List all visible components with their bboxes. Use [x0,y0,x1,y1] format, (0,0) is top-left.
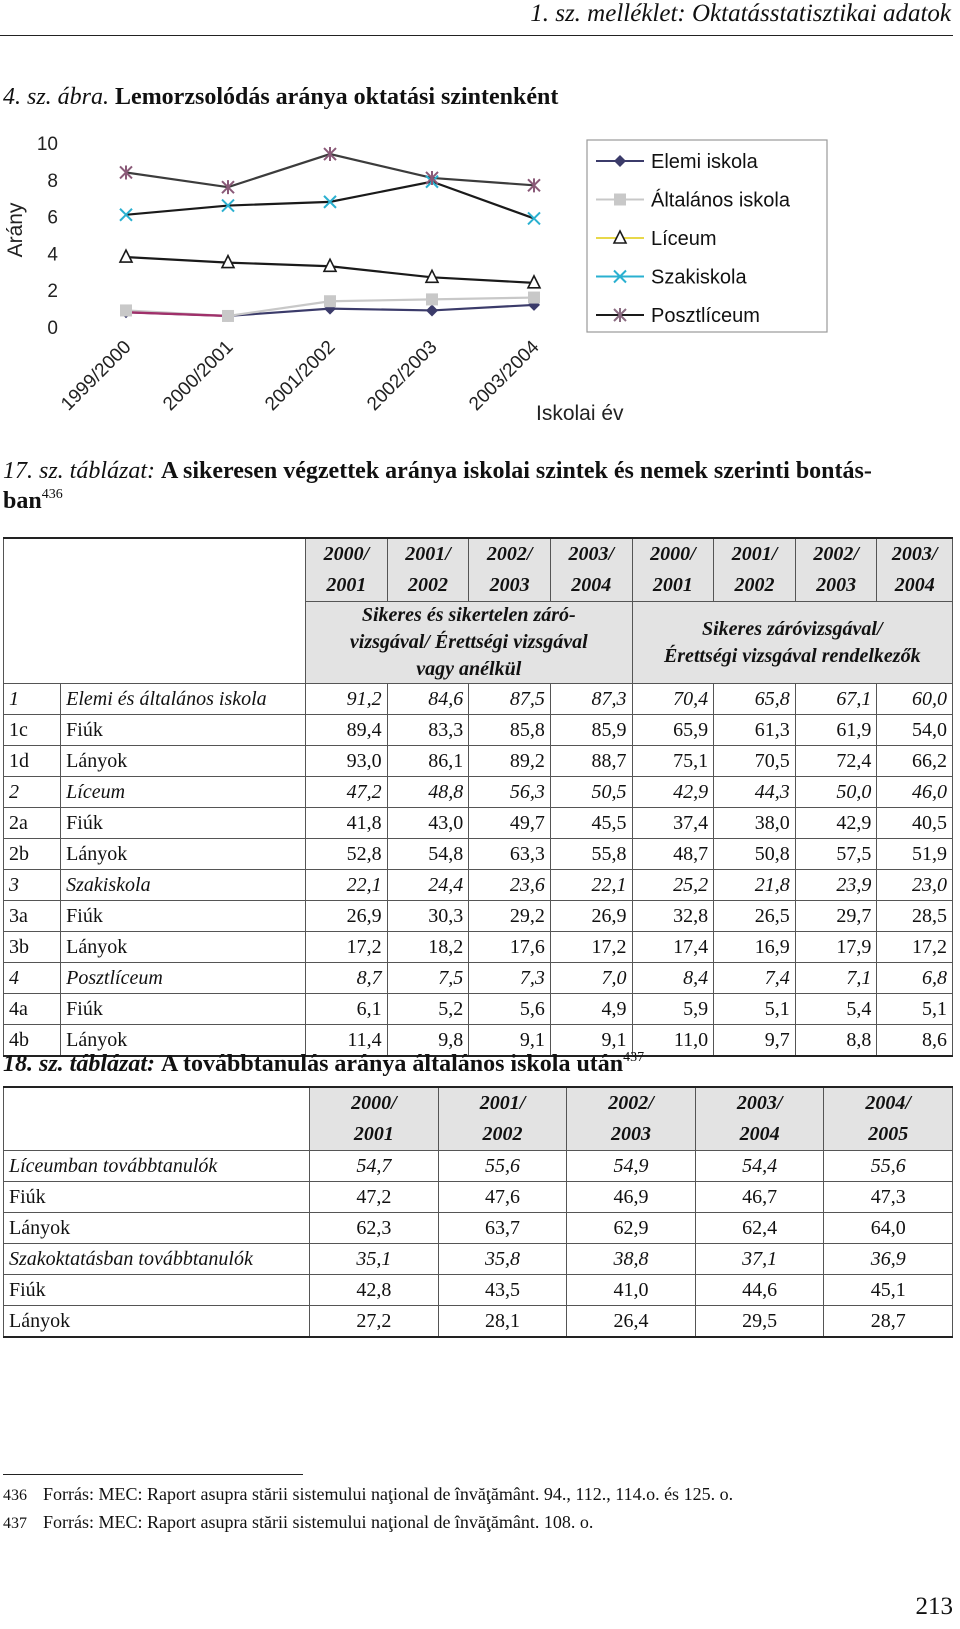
table17-year: 2001/ 2002 [387,538,469,602]
value-cell: 87,3 [550,684,632,715]
y-tick-label: 0 [47,318,58,339]
value-cell: 62,9 [567,1213,696,1244]
value-cell: 65,9 [632,715,714,746]
row-label: Fiúk [61,994,306,1025]
row-code: 1c [4,715,61,746]
square-marker [222,310,234,322]
value-cell: 28,7 [824,1306,953,1338]
value-cell: 29,5 [695,1306,824,1338]
value-cell: 89,4 [306,715,388,746]
row-code: 4 [4,963,61,994]
value-cell: 7,3 [469,963,551,994]
value-cell: 66,2 [877,746,953,777]
row-code: 3a [4,901,61,932]
value-cell: 55,6 [438,1151,567,1182]
value-cell: 45,1 [824,1275,953,1306]
row-label: Líceumban továbbtanulók [4,1151,310,1182]
value-cell: 50,0 [795,777,877,808]
x-tick-label: 2002/2003 [363,336,442,416]
table17-group-b: Sikeres záróvizsgával/ Érettségi vizsgával rendelkezők [632,602,952,684]
value-cell: 46,9 [567,1182,696,1213]
value-cell: 54,7 [310,1151,439,1182]
value-cell: 37,1 [695,1244,824,1275]
value-cell: 30,3 [387,901,469,932]
row-label: Lányok [61,932,306,963]
value-cell: 41,0 [567,1275,696,1306]
value-cell: 17,2 [877,932,953,963]
value-cell: 26,9 [306,901,388,932]
value-cell: 11,4 [306,1025,388,1057]
value-cell: 28,1 [438,1306,567,1338]
table-row [4,870,953,901]
x-tick-label: 2003/2004 [465,336,544,416]
table17-year: 2003/ 2004 [877,538,953,602]
value-cell: 46,7 [695,1182,824,1213]
value-cell: 54,8 [387,839,469,870]
value-cell: 43,0 [387,808,469,839]
table-row [4,1275,953,1306]
square-marker [614,194,626,206]
value-cell: 75,1 [632,746,714,777]
table17-title-line2: ban [3,488,42,514]
value-cell: 70,4 [632,684,714,715]
value-cell: 55,6 [824,1151,953,1182]
table18-label: 18. sz. táblázat: [3,1051,156,1077]
table17-label: 17. sz. táblázat: [3,458,156,484]
row-label: Lányok [4,1306,310,1338]
table-row [4,963,953,994]
value-cell: 91,2 [306,684,388,715]
x-axis-label: Iskolai év [536,402,624,425]
row-code: 1 [4,684,61,715]
legend-entry-label: Líceum [651,228,717,250]
value-cell: 9,7 [714,1025,796,1057]
value-cell: 70,5 [714,746,796,777]
square-marker [426,293,438,305]
value-cell: 62,3 [310,1213,439,1244]
value-cell: 61,3 [714,715,796,746]
table17-caption [3,458,872,485]
value-cell: 9,8 [387,1025,469,1057]
value-cell: 26,4 [567,1306,696,1338]
table-row [4,1306,953,1338]
row-label: Elemi és általános iskola [61,684,306,715]
table-row [4,932,953,963]
footnote-rule [3,1474,303,1475]
value-cell: 4,9 [550,994,632,1025]
value-cell: 23,0 [877,870,953,901]
table-row [4,684,953,715]
row-code: 1d [4,746,61,777]
table17-year: 2001/ 2002 [714,538,796,602]
table17-year: 2002/ 2003 [469,538,551,602]
value-cell: 62,4 [695,1213,824,1244]
series-line [126,182,534,219]
legend-entry-label: Általános iskola [651,189,790,212]
value-cell: 9,1 [550,1025,632,1057]
value-cell: 21,8 [714,870,796,901]
table18-year: 2000/ 2001 [310,1087,439,1151]
running-header-text: 1. sz. melléklet: Oktatásstatisztikai adatok [530,0,951,27]
table17-year: 2003/ 2004 [550,538,632,602]
value-cell: 6,8 [877,963,953,994]
value-cell: 7,1 [795,963,877,994]
value-cell: 89,2 [469,746,551,777]
value-cell: 6,1 [306,994,388,1025]
value-cell: 60,0 [877,684,953,715]
value-cell: 43,5 [438,1275,567,1306]
dropout-line-chart [0,128,960,448]
value-cell: 64,0 [824,1213,953,1244]
row-code: 2a [4,808,61,839]
value-cell: 7,5 [387,963,469,994]
value-cell: 35,8 [438,1244,567,1275]
table-row [4,994,953,1025]
table17 [3,537,953,1057]
value-cell: 45,5 [550,808,632,839]
table-row [4,1244,953,1275]
value-cell: 46,0 [877,777,953,808]
value-cell: 16,9 [714,932,796,963]
value-cell: 54,9 [567,1151,696,1182]
row-label: Posztlíceum [61,963,306,994]
value-cell: 47,2 [306,777,388,808]
value-cell: 50,8 [714,839,796,870]
table-row [4,808,953,839]
value-cell: 42,9 [632,777,714,808]
row-code: 3 [4,870,61,901]
value-cell: 26,9 [550,901,632,932]
value-cell: 7,0 [550,963,632,994]
y-tick-label: 2 [47,281,58,303]
value-cell: 67,1 [795,684,877,715]
row-code: 2 [4,777,61,808]
x-tick-label: 2001/2002 [261,336,340,416]
value-cell: 52,8 [306,839,388,870]
value-cell: 61,9 [795,715,877,746]
table17-year: 2002/ 2003 [795,538,877,602]
table18-year: 2002/ 2003 [567,1087,696,1151]
table17-year: 2000/ 2001 [306,538,388,602]
value-cell: 8,4 [632,963,714,994]
row-label: Lányok [4,1213,310,1244]
row-label: Szakoktatásban továbbtanulók [4,1244,310,1275]
value-cell: 17,2 [550,932,632,963]
value-cell: 50,5 [550,777,632,808]
value-cell: 5,1 [714,994,796,1025]
value-cell: 29,7 [795,901,877,932]
value-cell: 5,4 [795,994,877,1025]
value-cell: 23,6 [469,870,551,901]
row-code: 4b [4,1025,61,1057]
row-label: Fiúk [61,715,306,746]
value-cell: 42,9 [795,808,877,839]
row-label: Lányok [61,746,306,777]
y-tick-label: 6 [47,207,58,229]
footnote-437 [3,1512,593,1533]
legend-entry-label: Posztlíceum [651,305,760,327]
row-label: Szakiskola [61,870,306,901]
footnote-ref-437: 437 [623,1050,645,1065]
footnote-436 [3,1484,733,1505]
running-header [0,0,953,36]
value-cell: 48,7 [632,839,714,870]
value-cell: 8,8 [795,1025,877,1057]
figure-title: Lemorzsolódás aránya oktatási szintenként [115,84,559,110]
value-cell: 5,6 [469,994,551,1025]
row-label: Fiúk [4,1182,310,1213]
value-cell: 51,9 [877,839,953,870]
value-cell: 35,1 [310,1244,439,1275]
value-cell: 65,8 [714,684,796,715]
table18-year: 2003/ 2004 [695,1087,824,1151]
value-cell: 11,0 [632,1025,714,1057]
table-row [4,1213,953,1244]
table-row [4,1182,953,1213]
value-cell: 5,2 [387,994,469,1025]
value-cell: 5,9 [632,994,714,1025]
figure-caption [3,84,558,111]
value-cell: 85,9 [550,715,632,746]
table-row [4,839,953,870]
value-cell: 54,0 [877,715,953,746]
value-cell: 44,6 [695,1275,824,1306]
table-row [4,746,953,777]
triangle-marker [120,250,132,262]
value-cell: 17,4 [632,932,714,963]
value-cell: 49,7 [469,808,551,839]
value-cell: 57,5 [795,839,877,870]
x-tick-label: 2000/2001 [159,336,238,416]
figure-label: 4. sz. ábra. [3,84,110,110]
table-row [4,901,953,932]
table-row [4,715,953,746]
value-cell: 86,1 [387,746,469,777]
row-label: Fiúk [61,808,306,839]
value-cell: 32,8 [632,901,714,932]
value-cell: 7,4 [714,963,796,994]
y-tick-label: 10 [36,134,58,155]
x-marker [528,212,540,224]
value-cell: 17,6 [469,932,551,963]
row-code: 3b [4,932,61,963]
value-cell: 37,4 [632,808,714,839]
table18 [3,1086,953,1338]
table17-year: 2000/ 2001 [632,538,714,602]
y-tick-label: 8 [47,170,58,192]
value-cell: 24,4 [387,870,469,901]
row-label: Lányok [61,839,306,870]
table17-caption-cont [3,487,63,515]
value-cell: 72,4 [795,746,877,777]
footnote-ref-436: 436 [41,487,63,502]
value-cell: 48,8 [387,777,469,808]
value-cell: 47,2 [310,1182,439,1213]
table17-title-line1: A sikeresen végzettek aránya iskolai szintek és nemek szerinti bontás- [161,458,872,484]
row-label: Líceum [61,777,306,808]
table18-year-header [4,1087,953,1151]
value-cell: 56,3 [469,777,551,808]
table17-group-a: Sikeres és sikertelen záró- vizsgával/ Érettségi vizsgával vagy anélkül [306,602,633,684]
value-cell: 9,1 [469,1025,551,1057]
value-cell: 22,1 [306,870,388,901]
square-marker [324,295,336,307]
legend-entry-label: Elemi iskola [651,151,758,173]
value-cell: 22,1 [550,870,632,901]
value-cell: 38,0 [714,808,796,839]
value-cell: 93,0 [306,746,388,777]
legend-entry-label: Szakiskola [651,266,747,289]
value-cell: 47,3 [824,1182,953,1213]
value-cell: 27,2 [310,1306,439,1338]
value-cell: 44,3 [714,777,796,808]
table-row [4,1151,953,1182]
value-cell: 88,7 [550,746,632,777]
value-cell: 54,4 [695,1151,824,1182]
value-cell: 25,2 [632,870,714,901]
value-cell: 83,3 [387,715,469,746]
value-cell: 8,6 [877,1025,953,1057]
row-label: Lányok [61,1025,306,1057]
footnote-mark: 436 [3,1487,27,1504]
square-marker [120,304,132,316]
value-cell: 17,2 [306,932,388,963]
value-cell: 42,8 [310,1275,439,1306]
diamond-marker [426,304,438,316]
table17-year-header [4,538,953,602]
table17-corner-cell [4,538,306,684]
value-cell: 29,2 [469,901,551,932]
square-marker [528,292,540,304]
value-cell: 5,1 [877,994,953,1025]
table18-caption [3,1050,644,1078]
x-tick-label: 1999/2000 [57,336,136,416]
value-cell: 28,5 [877,901,953,932]
footnote-mark: 437 [3,1515,27,1532]
y-tick-label: 4 [47,244,58,266]
value-cell: 41,8 [306,808,388,839]
value-cell: 8,7 [306,963,388,994]
row-label: Fiúk [61,901,306,932]
value-cell: 85,8 [469,715,551,746]
value-cell: 47,6 [438,1182,567,1213]
value-cell: 17,9 [795,932,877,963]
row-code: 4a [4,994,61,1025]
footnote-text: Forrás: MEC: Raport asupra stării sistemului naţional de învăţământ. 94., 112., 114.o. és 125. o. [43,1484,734,1504]
value-cell: 38,8 [567,1244,696,1275]
value-cell: 40,5 [877,808,953,839]
value-cell: 63,3 [469,839,551,870]
table18-title: A továbbtanulás aránya általános iskola után [161,1051,624,1077]
footnote-text: Forrás: MEC: Raport asupra stării sistemului naţional de învăţământ. 108. o. [43,1512,594,1532]
table18-year: 2004/ 2005 [824,1087,953,1151]
row-label: Fiúk [4,1275,310,1306]
table18-year: 2001/ 2002 [438,1087,567,1151]
value-cell: 23,9 [795,870,877,901]
row-code: 2b [4,839,61,870]
y-axis-label: Arány [4,202,27,258]
value-cell: 36,9 [824,1244,953,1275]
table18-corner-cell [4,1087,310,1151]
table-row [4,777,953,808]
value-cell: 63,7 [438,1213,567,1244]
value-cell: 84,6 [387,684,469,715]
value-cell: 18,2 [387,932,469,963]
value-cell: 26,5 [714,901,796,932]
value-cell: 55,8 [550,839,632,870]
value-cell: 87,5 [469,684,551,715]
page-number: 213 [915,1593,953,1620]
